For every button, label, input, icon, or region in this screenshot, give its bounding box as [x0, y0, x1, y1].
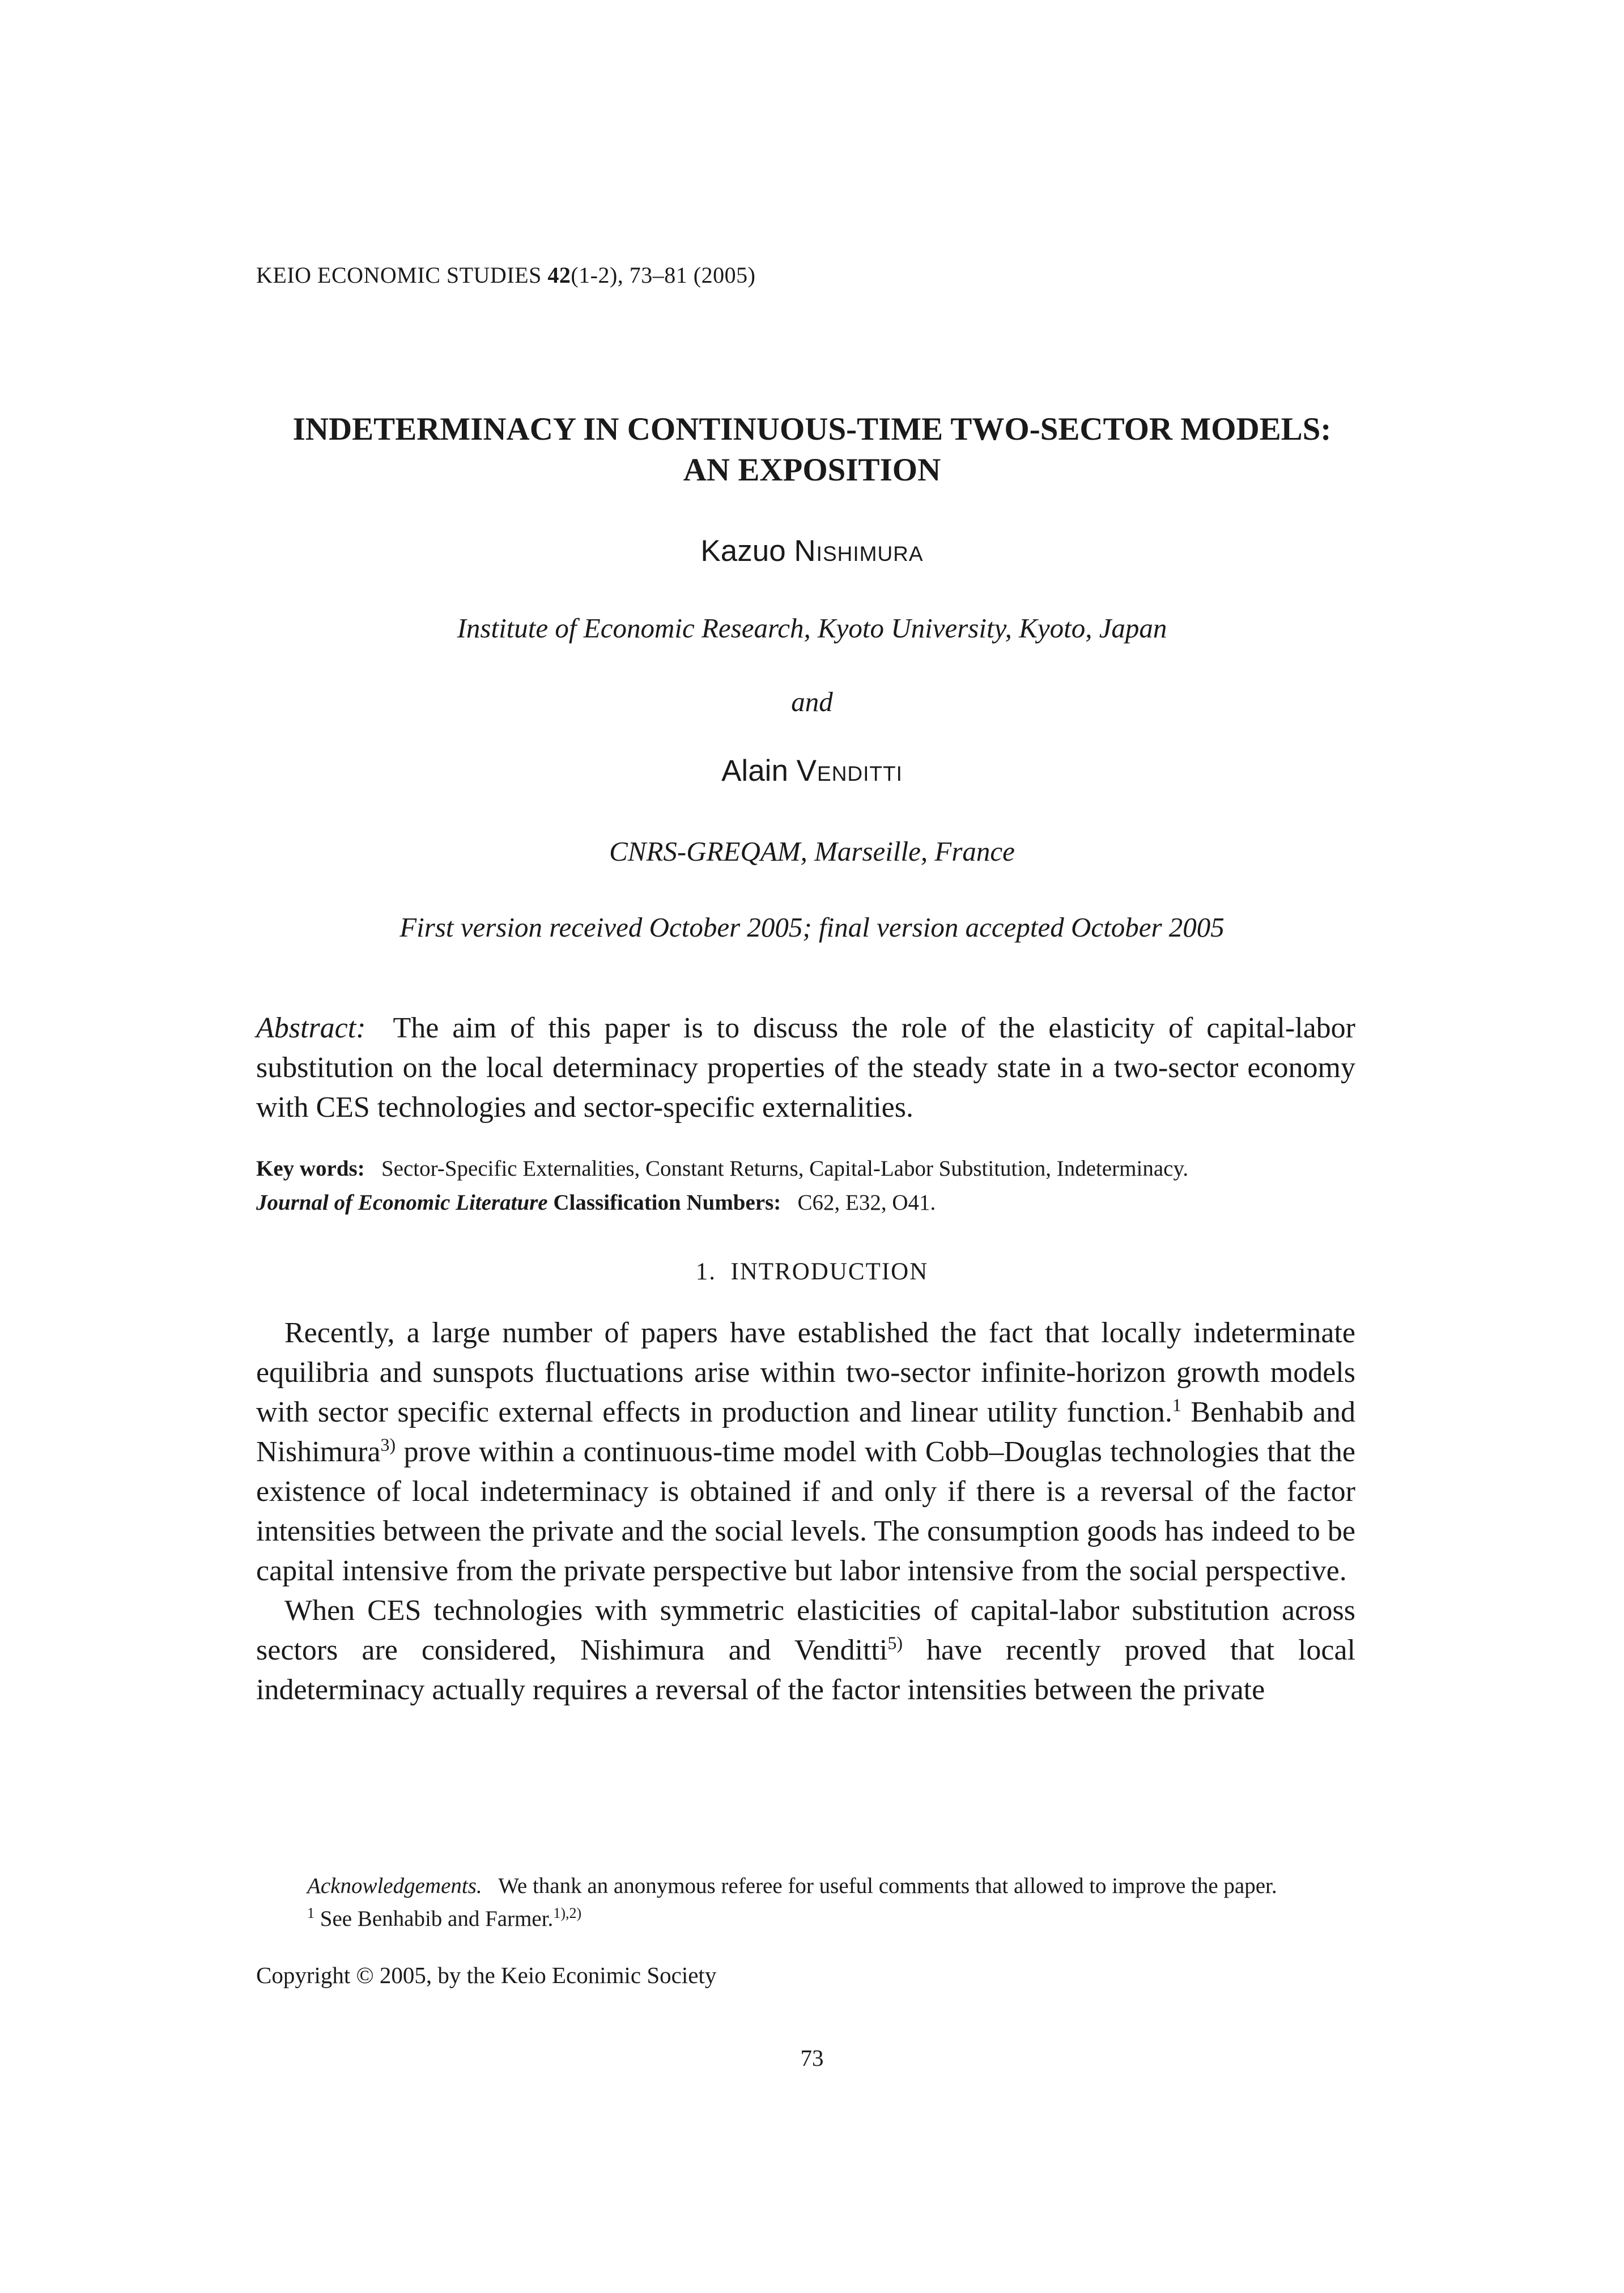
paragraph-1: Recently, a large number of papers have established the fact that locally indeterminate equilibria and sunspots fluctuations arise within two-sector infinite-horizon growth models with sector specific external effects in production and linear utility function.$^1$ Benhabib and Nishimura$^{3)}$ prove within a continuous-time model with Cobb–Douglas technologies that the existence of local indeterminacy is obtained if and only if there is a reversal of the factor intensities between the private and the social levels. The consumption goods has indeed to be capital intensive from the private perspective but labor intensive from the social perspective. — [256, 1317, 1355, 1587]
keywords — [256, 1156, 1367, 1181]
title-line-1: INDETERMINACY IN CONTINUOUS-TIME TWO-SECTOR MODELS: — [292, 411, 1332, 447]
title-line-2: AN EXPOSITION — [683, 452, 941, 488]
reference-marker: 5) — [887, 1632, 903, 1653]
journal-issue: (1-2), 73–81 (2005) — [571, 262, 756, 288]
author-1 — [170, 534, 1454, 568]
section-heading — [170, 1258, 1454, 1286]
page-number: 73 — [800, 2045, 824, 2071]
paper-title — [170, 409, 1454, 491]
paragraph-2: When CES technologies with symmetric elasticities of capital-labor substitution across sectors are considered, Nishimura and Venditti$^{5)}$ have recently proved that local indeterminacy actually requires a reversal of the factor intensities between the private — [256, 1594, 1355, 1706]
author-1-affiliation: Institute of Economic Research, Kyoto University, Kyoto, Japan — [457, 612, 1167, 644]
acknowledgements — [256, 1870, 1355, 1903]
footnote-1: $^1$ See Benhabib and Farmer.$^{1),2)}$ — [307, 1905, 582, 1931]
journal-volume: 42 — [547, 262, 571, 288]
author-2-first: Alain — [721, 754, 788, 788]
author-connector: and — [791, 686, 833, 717]
jel-label-italic: Journal of Economic Literature — [256, 1190, 548, 1215]
abstract — [256, 1009, 1355, 1128]
journal-citation — [256, 262, 755, 288]
author-2-affiliation: CNRS-GREQAM, Marseille, France — [609, 836, 1015, 867]
footnotes — [256, 1870, 1355, 1935]
received-dates: First version received October 2005; final version accepted October 2005 — [399, 912, 1225, 943]
author-2-last: Venditti — [796, 754, 903, 788]
keywords-text: Sector-Specific Externalities, Constant Returns, Capital-Labor Substitution, Indeterminacy. — [381, 1156, 1189, 1181]
section-title: INTRODUCTION — [730, 1258, 929, 1285]
keywords-label: Key words: — [256, 1156, 365, 1181]
copyright: Copyright © 2005, by the Keio Econimic Society — [256, 1962, 717, 1988]
section-number: 1. — [695, 1258, 716, 1285]
author-2 — [170, 754, 1454, 788]
body-text — [256, 1313, 1355, 1710]
reference-marker: 3) — [380, 1434, 396, 1455]
abstract-label: Abstract: — [256, 1012, 366, 1044]
jel-label: Classification Numbers: — [553, 1190, 781, 1215]
author-1-last: Nishimura — [794, 534, 924, 568]
ack-label: Acknowledgements. — [307, 1874, 482, 1898]
author-1-first: Kazuo — [700, 534, 786, 568]
jel-codes: C62, E32, O41. — [797, 1190, 936, 1215]
journal-name: KEIO ECONOMIC STUDIES — [256, 262, 542, 288]
footnote-marker: 1 — [1172, 1394, 1181, 1415]
jel-classification — [256, 1190, 1367, 1215]
abstract-text: The aim of this paper is to discuss the role of the elasticity of capital-labor substitution on the local determinacy properties of the steady state in a two-sector economy with CES technologies and sector-specific externalities. — [256, 1012, 1355, 1124]
ack-text: We thank an anonymous referee for useful comments that allowed to improve the paper. — [498, 1874, 1277, 1898]
